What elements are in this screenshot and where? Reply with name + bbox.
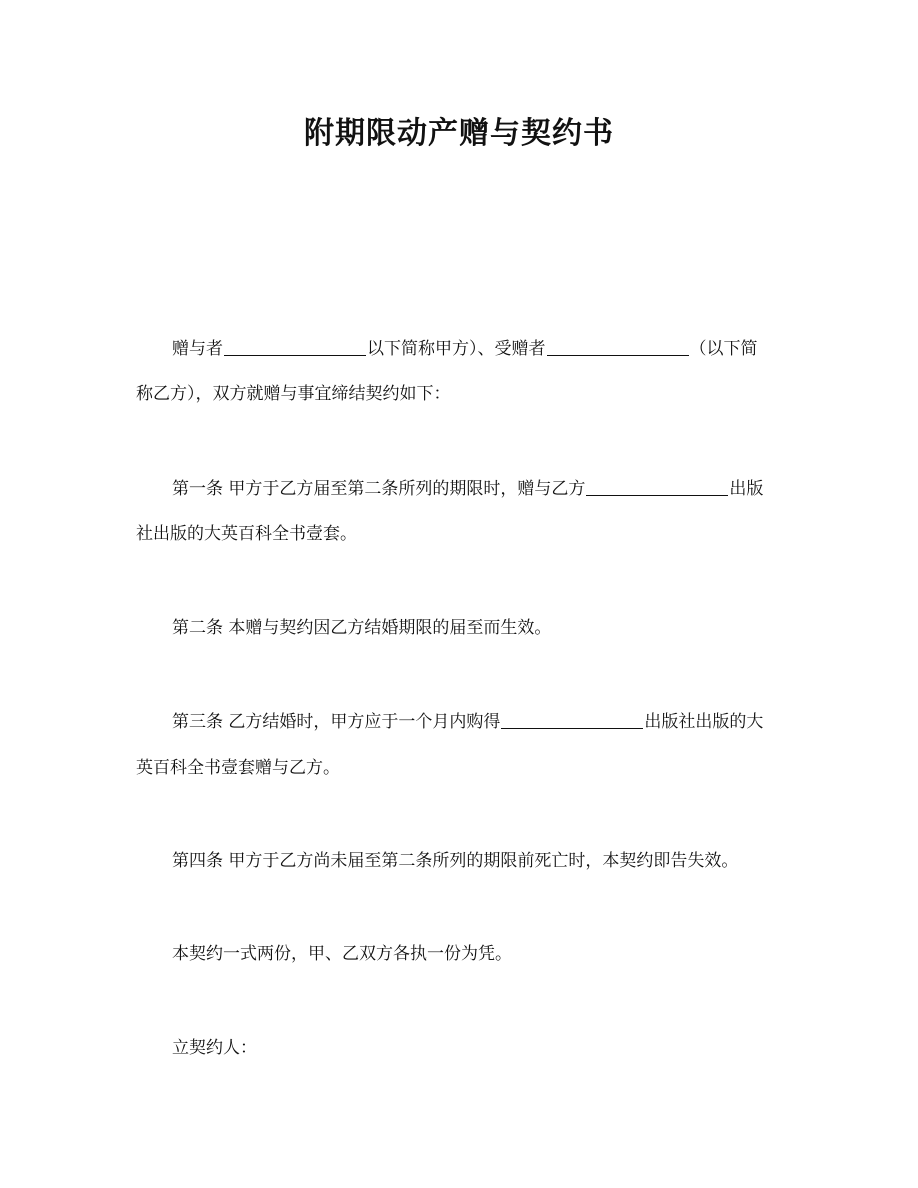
publisher-blank-1[interactable] [586,477,728,496]
donor-label: 赠与者 [172,339,223,359]
donee-name-blank[interactable] [547,337,689,356]
article-3-line-2: 英百科全书壹套赠与乙方。 [136,758,340,778]
donor-name-blank[interactable] [224,337,366,356]
article-1-line-2: 社出版的大英百科全书壹套。 [136,524,357,544]
article-3-text-end: 出版社出版的大 [644,712,764,732]
preamble-line-1 [172,337,832,360]
signatory-label: 立契约人： [172,1038,257,1058]
preamble-continued: （以下简 [689,339,758,359]
preamble-line-2: 称乙方），双方就赠与事宜缔结契约如下： [136,384,451,404]
donee-label: 以下简称甲方）、受赠者 [367,339,546,359]
article-2: 第二条 本赠与契约因乙方结婚期限的届至而生效。 [172,618,552,638]
article-1-text: 第一条 甲方于乙方届至第二条所列的期限时，赠与乙方 [172,479,586,499]
article-1-text-end: 出版 [729,479,764,499]
document-title: 附期限动产赠与契约书 [304,116,614,151]
copies-clause: 本契约一式两份，甲、乙双方各执一份为凭。 [172,944,512,964]
article-3-line-1 [172,710,832,733]
article-3-text: 第三条 乙方结婚时，甲方应于一个月内购得 [172,712,501,732]
article-4: 第四条 甲方于乙方尚未届至第二条所列的期限前死亡时，本契约即告失效。 [172,851,739,871]
publisher-blank-2[interactable] [501,710,643,729]
article-1-line-1 [172,477,832,500]
